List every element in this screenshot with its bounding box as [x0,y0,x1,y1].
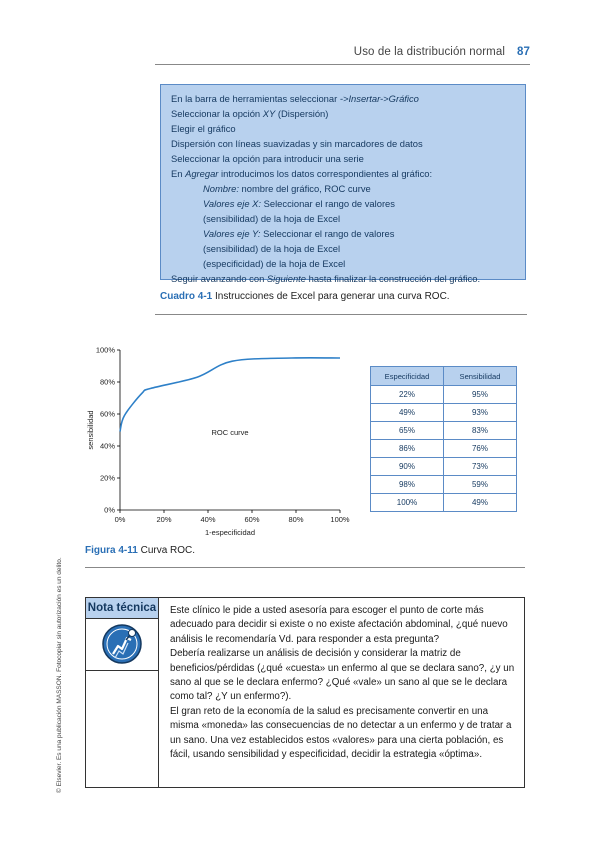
table-cell: 93% [444,404,517,422]
table-cell: 76% [444,440,517,458]
table-row [371,476,517,494]
excel-instructions-box [160,84,526,284]
technical-note-icon-cell [86,618,159,671]
technical-note-text [170,604,518,762]
table-row [371,440,517,458]
y-tick-label: 100% [95,345,115,355]
instruction-line: En Agregar introducimos los datos correspondientes al gráfico: [171,168,433,179]
y-tick-label: 20% [99,473,115,483]
table-cell: 59% [444,476,517,494]
table-cell: 65% [371,422,444,440]
header-title: Uso de la distribución normal [353,46,505,58]
table-row [371,458,517,476]
figure-caption-label: Figura 4-11 [85,545,138,556]
table-cell: 86% [371,440,444,458]
table-row [371,494,517,512]
box-caption-label: Cuadro 4-1 [160,291,213,302]
x-tick-label: 40% [200,515,216,524]
instruction-line: En la barra de herramientas seleccionar ->Insertar->Gráfico [171,93,419,104]
table-row [371,386,517,404]
x-tick-label: 100% [330,515,350,524]
running-header [0,46,530,58]
instruction-line: Seguir avanzando con Siguiente hasta finalizar la construcción del gráfico. [171,273,481,284]
header-rule [155,64,530,65]
y-axis-label: sensibilidad [86,410,95,450]
table-cell: 100% [371,494,444,512]
instruction-line: Dispersión con líneas suavizadas y sin marcadores de datos [171,138,423,149]
x-axis-label: 1-especificidad [204,528,256,537]
roc-data-table [370,366,517,512]
table-cell: 49% [444,494,517,512]
table-cell: 98% [371,476,444,494]
section-rule [155,314,527,315]
note-paragraph: Debería realizarse un análisis de decisión y considerar la matriz de beneficios/pérdidas (¿qué «cuesta» un enfermo al que se declara sano?, ¿y un sano al que se le declara enfermo? ¿Qué «vale» un sano al que se le declara como tal? ¿Y un enfermo?). [170,648,515,703]
y-tick-label: 80% [99,377,115,387]
roc-curve-line [120,358,340,432]
section-rule-2 [85,567,525,568]
instruction-line: Seleccionar la opción para introducir una serie [171,153,364,164]
copyright-side-note: © Elsevier. Es una publicación MASSON. Fotocopiar sin autorización es un delito. [56,557,63,793]
note-paragraph: El gran reto de la economía de la salud es precisamente convertir en una misma «moneda» las consecuencias de no detectar a un enfermo y de tratar a un sano. Una vez establecidos estos «valores» para una cierta población, es fácil, usando sensibilidad y especificidad, decidir la estrategia «óptima». [170,705,512,761]
x-tick-label: 0% [114,515,126,524]
x-tick-label: 20% [156,515,172,524]
note-paragraph: Este clínico le pide a usted asesoría para escoger el punto de corte más adecuado para decidir si existe o no existe afectación abdominal, ¿qué nuevo análisis le recomendaría Vd. para responder a esta pregunta? [170,605,508,645]
instruction-line: Elegir el gráfico [171,123,236,134]
instruction-line: Seleccionar la opción XY (Dispersión) [171,108,329,119]
table-cell: 95% [444,386,517,404]
figure-caption-text: Curva ROC. [137,545,196,556]
chart-trend-icon [86,618,158,670]
roc-chart [80,340,360,545]
table-header: Sensibilidad [444,367,517,386]
table-row [371,422,517,440]
y-tick-label: 40% [99,441,115,451]
table-cell: 22% [371,386,444,404]
page-number: 87 [517,46,530,58]
x-tick-label: 60% [244,515,260,524]
technical-note-sidebar [86,670,159,787]
instruction-line: Valores eje X: Seleccionar el rango de valores [203,198,395,209]
table-cell: 49% [371,404,444,422]
table-cell: 73% [444,458,517,476]
instruction-line: (especificidad) de la hoja de Excel [203,258,346,269]
table-cell: 90% [371,458,444,476]
box-caption [160,291,450,302]
technical-note-tag: Nota técnica [86,598,159,619]
y-tick-label: 60% [99,409,115,419]
table-cell: 83% [444,422,517,440]
instruction-line: (sensibilidad) de la hoja de Excel [203,243,341,254]
x-tick-label: 80% [288,515,304,524]
table-row [371,404,517,422]
figure-caption [85,545,195,556]
technical-note-box [85,597,525,788]
instruction-line: Valores eje Y: Seleccionar el rango de valores [203,228,395,239]
instruction-line: (sensibilidad) de la hoja de Excel [203,213,341,224]
chart-title: ROC curve [211,428,249,437]
table-header: Especificidad [371,367,444,386]
box-caption-text: Instrucciones de Excel para generar una curva ROC. [212,291,450,302]
y-tick-label: 0% [104,505,115,515]
instruction-line: Nombre: nombre del gráfico, ROC curve [203,183,371,194]
